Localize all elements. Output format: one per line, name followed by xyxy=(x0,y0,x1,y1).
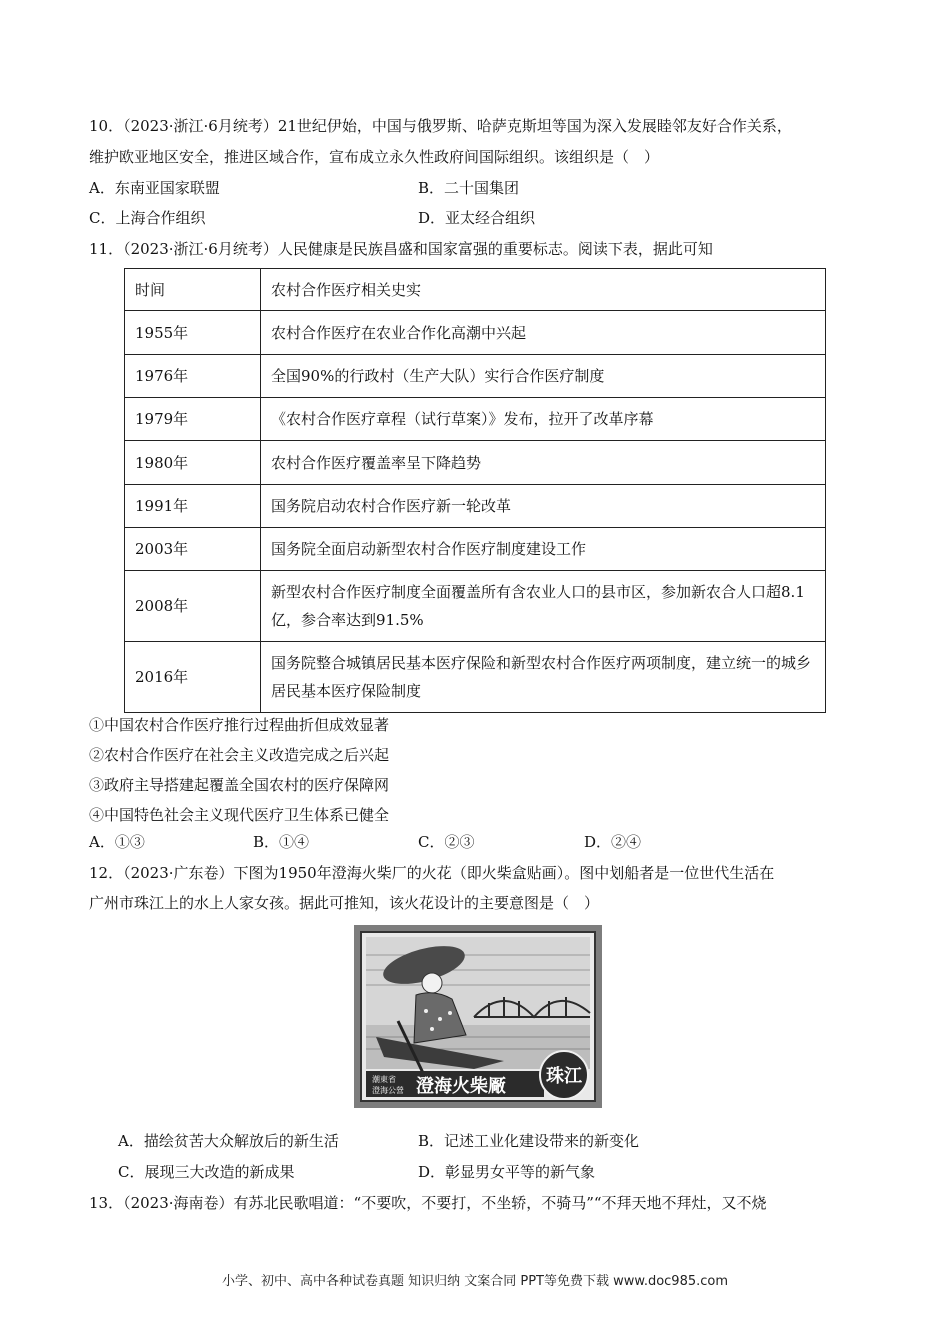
q12-option-a[interactable]: A．描绘贫苦大众解放后的新生活 xyxy=(118,1132,339,1150)
q10-stem-line2: 维护欧亚地区安全，推进区域合作，宣布成立永久性政府间国际组织。该组织是（ ） xyxy=(89,148,660,166)
q11-option-c[interactable]: C．②③ xyxy=(418,833,475,851)
table-cell-fact: 国务院全面启动新型农村合作医疗制度建设工作 xyxy=(261,528,826,571)
q11-table xyxy=(124,268,826,713)
q10-stem-line1: 10．（2023·浙江·6月统考）21世纪伊始，中国与俄罗斯、哈萨克斯坦等国为深入发展睦邻友好合作关系， xyxy=(89,117,792,135)
table-cell-fact: 国务院整合城镇居民基本医疗保险和新型农村合作医疗两项制度，建立统一的城乡居民基本医疗保险制度 xyxy=(261,642,826,713)
q12-option-c[interactable]: C．展现三大改造的新成果 xyxy=(118,1163,295,1181)
matchbox-factory-name: 澄海火柴厰 xyxy=(416,1076,506,1097)
table-cell-year: 1955年 xyxy=(125,311,261,355)
matchbox-label-image xyxy=(354,925,602,1108)
table-cell-year: 1976年 xyxy=(125,355,261,398)
table-header-facts: 农村合作医疗相关史实 xyxy=(261,269,826,311)
table-cell-year: 2016年 xyxy=(125,642,261,713)
table-header-row xyxy=(125,269,826,311)
table-cell-fact: 新型农村合作医疗制度全面覆盖所有含农业人口的县市区，参加新农合人口超8.1亿，参合率达到91.5% xyxy=(261,571,826,642)
q12-option-b[interactable]: B．记述工业化建设带来的新变化 xyxy=(418,1132,640,1150)
table-row xyxy=(125,311,826,355)
q10-option-d[interactable]: D．亚太经合组织 xyxy=(418,209,536,227)
q11-statement-3: ③政府主导搭建起覆盖全国农村的医疗保障网 xyxy=(89,776,390,794)
q11-stem: 11．（2023·浙江·6月统考）人民健康是民族昌盛和国家富强的重要标志。阅读下表，据此可知 xyxy=(89,240,713,258)
page-footer: 小学、初中、高中各种试卷真题 知识归纳 文案合同 PPT等免费下载 www.doc985.com xyxy=(221,1274,729,1289)
table-row xyxy=(125,398,826,441)
q11-option-a[interactable]: A．①③ xyxy=(89,833,145,851)
q11-option-d[interactable]: D．②④ xyxy=(584,833,642,851)
q10-option-b[interactable]: B．二十国集团 xyxy=(418,179,520,197)
table-cell-fact: 《农村合作医疗章程（试行草案）》发布，拉开了改革序幕 xyxy=(261,398,826,441)
table-row xyxy=(125,485,826,528)
table-row xyxy=(125,355,826,398)
q11-statement-1: ①中国农村合作医疗推行过程曲折但成效显著 xyxy=(89,716,390,734)
table-header-time: 时间 xyxy=(125,269,261,311)
q11-statement-4: ④中国特色社会主义现代医疗卫生体系已健全 xyxy=(89,806,390,824)
table-row xyxy=(125,441,826,485)
table-cell-year: 2003年 xyxy=(125,528,261,571)
table-cell-fact: 全国90%的行政村（生产大队）实行合作医疗制度 xyxy=(261,355,826,398)
table-cell-year: 1979年 xyxy=(125,398,261,441)
q10-option-c[interactable]: C．上海合作组织 xyxy=(89,209,206,227)
table-row xyxy=(125,528,826,571)
q11-option-b[interactable]: B．①④ xyxy=(253,833,310,851)
table-cell-fact: 农村合作医疗覆盖率呈下降趋势 xyxy=(261,441,826,485)
matchbox-illustration xyxy=(354,925,602,1108)
q12-stem-line1: 12．（2023·广东卷）下图为1950年澄海火柴厂的火花（即火柴盒贴画）。图中划船者是一位世代生活在 xyxy=(89,864,775,882)
matchbox-region-text: 潮東省 xyxy=(372,1075,396,1084)
table-row xyxy=(125,642,826,713)
q13-stem: 13．（2023·海南卷）有苏北民歌唱道：“不要吹，不要打，不坐轿，不骑马”“不拜天地不拜灶，又不烧 xyxy=(89,1194,767,1212)
table-cell-year: 1980年 xyxy=(125,441,261,485)
table-cell-year: 1991年 xyxy=(125,485,261,528)
matchbox-badge-text: 珠江 xyxy=(546,1066,582,1087)
table-cell-fact: 国务院启动农村合作医疗新一轮改革 xyxy=(261,485,826,528)
table-row xyxy=(125,571,826,642)
matchbox-subtitle-text: 澄海公營 xyxy=(372,1086,404,1095)
q12-stem-line2: 广州市珠江上的水上人家女孩。据此可推知，该火花设计的主要意图是（ ） xyxy=(89,894,600,912)
q12-option-d[interactable]: D．彰显男女平等的新气象 xyxy=(418,1163,596,1181)
table-cell-year: 2008年 xyxy=(125,571,261,642)
q11-statement-2: ②农村合作医疗在社会主义改造完成之后兴起 xyxy=(89,746,390,764)
q10-option-a[interactable]: A．东南亚国家联盟 xyxy=(89,179,220,197)
table-cell-fact: 农村合作医疗在农业合作化高潮中兴起 xyxy=(261,311,826,355)
